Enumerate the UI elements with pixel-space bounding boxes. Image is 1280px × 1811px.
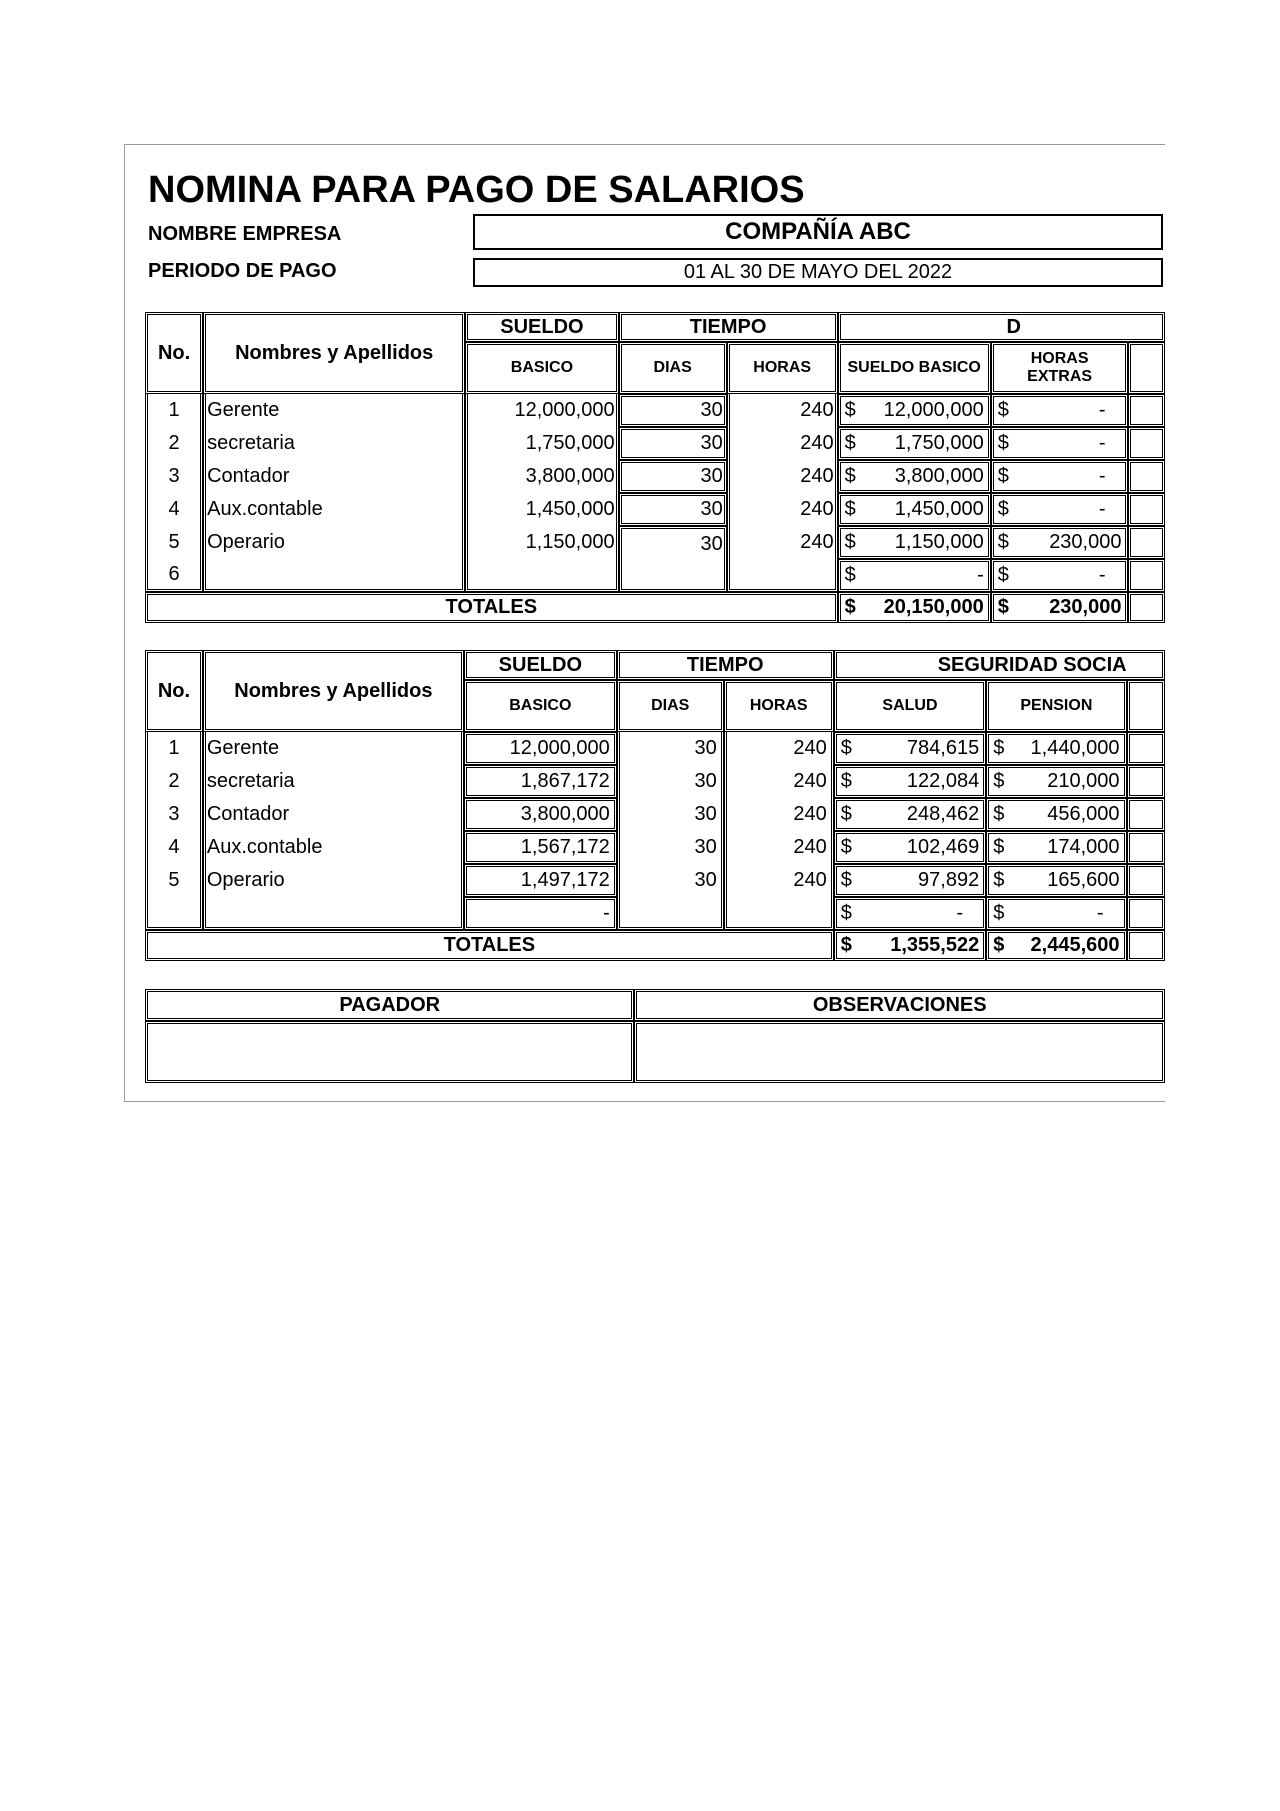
document-title: NOMINA PARA PAGO DE SALARIOS	[148, 169, 805, 211]
row-salud[interactable]	[834, 732, 987, 765]
row-name[interactable]: Aux.contable	[203, 831, 464, 864]
row-extra-cell	[1128, 427, 1165, 460]
amount: -	[1098, 399, 1106, 421]
amount: 456,000	[1047, 803, 1120, 825]
row-horas-extras[interactable]	[991, 526, 1129, 559]
row-extra-cell	[1127, 897, 1165, 930]
row-horas[interactable]: 240	[727, 526, 838, 559]
currency-symbol: $	[844, 465, 856, 487]
row-dias[interactable]: 30	[617, 732, 724, 765]
amount: 230,000	[1049, 531, 1122, 553]
sheet-viewport	[125, 145, 1165, 1101]
currency-symbol: $	[840, 770, 852, 792]
row-dias[interactable]: 30	[619, 427, 727, 460]
table-row	[145, 765, 1165, 798]
amount: 174,000	[1047, 836, 1120, 858]
currency-symbol: $	[844, 564, 856, 586]
currency-symbol: $	[997, 531, 1009, 553]
row-extra-cell	[1127, 864, 1165, 897]
amount: 1,355,522	[890, 934, 980, 956]
row-no: 1	[145, 394, 203, 427]
header-names: Nombres y Apellidos	[203, 650, 464, 732]
currency-symbol: $	[844, 498, 856, 520]
row-no: 3	[145, 460, 203, 493]
row-basico[interactable]: 1,150,000	[465, 526, 618, 559]
table-row	[145, 897, 1165, 930]
row-pension[interactable]	[986, 732, 1126, 765]
row-pension[interactable]	[986, 765, 1126, 798]
row-name[interactable]: secretaria	[203, 427, 465, 460]
row-pension[interactable]	[986, 798, 1126, 831]
total-extra-cell	[1128, 592, 1165, 623]
currency-symbol: $	[844, 531, 856, 553]
row-name[interactable]: Contador	[203, 460, 465, 493]
row-horas-extras[interactable]	[991, 559, 1129, 592]
amount: 230,000	[1049, 596, 1122, 618]
row-basico[interactable]: -	[464, 897, 617, 930]
header-horas: HORAS	[724, 680, 834, 732]
amount: -	[1098, 432, 1106, 454]
payroll-earnings-table	[145, 312, 1165, 623]
row-sueldo-basico[interactable]	[838, 394, 991, 427]
currency-symbol: $	[993, 934, 1005, 956]
row-basico[interactable]: 1,450,000	[465, 493, 618, 526]
row-horas[interactable]	[727, 559, 838, 592]
amount: 20,150,000	[883, 596, 984, 618]
row-horas[interactable]: 240	[724, 765, 834, 798]
currency-symbol: $	[840, 836, 852, 858]
row-horas[interactable]	[724, 897, 834, 930]
row-pension[interactable]	[986, 864, 1126, 897]
row-extra-cell	[1128, 394, 1165, 427]
row-extra-cell	[1127, 765, 1165, 798]
table-row	[145, 493, 1165, 526]
row-no	[145, 897, 203, 930]
row-extra-cell	[1128, 493, 1165, 526]
header-horas-extras: HORAS EXTRAS	[991, 342, 1129, 394]
amount: 102,469	[906, 836, 980, 858]
header-basico: BASICO	[465, 342, 618, 394]
row-horas[interactable]: 240	[724, 864, 834, 897]
row-name[interactable]	[203, 559, 465, 592]
row-horas[interactable]: 240	[727, 460, 838, 493]
amount: -	[977, 564, 984, 586]
amount: 210,000	[1047, 770, 1120, 792]
row-extra-cell	[1128, 559, 1165, 592]
row-no: 1	[145, 732, 203, 765]
table-row	[145, 732, 1165, 765]
row-basico[interactable]: 1,750,000	[465, 427, 618, 460]
row-dias[interactable]: 30	[619, 493, 727, 526]
amount: 248,462	[906, 803, 980, 825]
currency-symbol: $	[840, 934, 852, 956]
payroll-deductions-table	[145, 650, 1165, 961]
row-horas-extras[interactable]	[991, 493, 1129, 526]
table-row	[145, 427, 1165, 460]
amount: 12,000,000	[883, 399, 984, 421]
currency-symbol: $	[997, 564, 1009, 586]
amount: -	[956, 902, 964, 924]
currency-symbol: $	[997, 399, 1009, 421]
row-extra-cell	[1127, 798, 1165, 831]
row-dias[interactable]	[617, 897, 724, 930]
amount: -	[1098, 498, 1106, 520]
header-seguridad-social: SEGURIDAD SOCIA	[834, 650, 1165, 680]
table-row	[145, 559, 1165, 592]
row-extra-cell	[1127, 732, 1165, 765]
amount: 122,084	[906, 770, 980, 792]
row-dias[interactable]: 30	[619, 460, 727, 493]
row-no: 2	[145, 427, 203, 460]
pay-period-cell[interactable]: 01 AL 30 DE MAYO DEL 2022	[473, 258, 1163, 287]
amount: -	[1096, 902, 1104, 924]
header-devengado-text: D	[1006, 315, 1021, 338]
total-extra-cell	[1127, 930, 1165, 961]
header-sueldo: SUELDO	[464, 650, 617, 680]
row-dias[interactable]: 30	[617, 765, 724, 798]
row-basico[interactable]	[465, 559, 618, 592]
totals-row	[145, 930, 1165, 961]
row-sueldo-basico[interactable]	[838, 460, 991, 493]
row-dias[interactable]: 30	[617, 831, 724, 864]
row-dias[interactable]: 30	[619, 394, 727, 427]
row-basico[interactable]: 1,497,172	[464, 864, 617, 897]
currency-symbol: $	[993, 803, 1005, 825]
row-salud[interactable]	[834, 897, 987, 930]
row-dias[interactable]: 30	[617, 864, 724, 897]
table-row	[145, 798, 1165, 831]
amount: 784,615	[906, 737, 980, 759]
company-label: NOMBRE EMPRESA	[148, 223, 342, 245]
currency-symbol: $	[840, 737, 852, 759]
row-name[interactable]: secretaria	[203, 765, 464, 798]
amount: 1,750,000	[894, 432, 984, 454]
row-dias[interactable]	[619, 559, 727, 592]
pagador-cell[interactable]	[145, 1021, 634, 1083]
header-sueldo-basico: SUELDO BASICO	[838, 342, 991, 394]
row-basico[interactable]: 3,800,000	[464, 798, 617, 831]
row-name[interactable]: Gerente	[203, 732, 464, 765]
total-horas-extras	[991, 592, 1129, 623]
row-basico[interactable]: 3,800,000	[465, 460, 618, 493]
row-pension[interactable]	[986, 831, 1126, 864]
currency-symbol: $	[997, 498, 1009, 520]
row-name[interactable]: Operario	[203, 864, 464, 897]
currency-symbol: $	[997, 465, 1009, 487]
totals-label: TOTALES	[145, 592, 838, 623]
table-row	[145, 460, 1165, 493]
row-horas-extras[interactable]	[991, 460, 1129, 493]
row-name[interactable]	[203, 897, 464, 930]
currency-symbol: $	[997, 596, 1009, 618]
total-pension	[986, 930, 1126, 961]
currency-symbol: $	[993, 902, 1005, 924]
currency-symbol: $	[840, 869, 852, 891]
row-horas[interactable]: 240	[727, 427, 838, 460]
row-no: 4	[145, 493, 203, 526]
row-horas-extras[interactable]	[991, 394, 1129, 427]
currency-symbol: $	[993, 869, 1005, 891]
header-extra-cell	[1127, 680, 1165, 732]
row-name[interactable]: Contador	[203, 798, 464, 831]
amount: 165,600	[1047, 869, 1120, 891]
header-salud: SALUD	[834, 680, 987, 732]
amount: 3,800,000	[894, 465, 984, 487]
totals-label: TOTALES	[145, 930, 834, 961]
currency-symbol: $	[844, 399, 856, 421]
table-row	[145, 831, 1165, 864]
currency-symbol: $	[840, 902, 852, 924]
row-horas[interactable]: 240	[724, 798, 834, 831]
row-horas-extras[interactable]	[991, 427, 1129, 460]
row-basico[interactable]: 1,867,172	[464, 765, 617, 798]
total-sueldo-basico	[838, 592, 991, 623]
header-no: No.	[145, 650, 203, 732]
row-pension[interactable]	[986, 897, 1126, 930]
pay-period-label: PERIODO DE PAGO	[148, 260, 337, 282]
amount: 2,445,600	[1030, 934, 1120, 956]
row-sueldo-basico[interactable]	[838, 493, 991, 526]
header-observaciones: OBSERVACIONES	[634, 989, 1165, 1021]
table-row	[145, 394, 1165, 427]
amount: 97,892	[918, 869, 980, 891]
totals-row	[145, 592, 1165, 623]
amount: -	[1098, 465, 1106, 487]
header-sueldo: SUELDO	[465, 312, 618, 342]
row-basico[interactable]: 1,567,172	[464, 831, 617, 864]
row-horas[interactable]: 240	[724, 732, 834, 765]
header-pagador: PAGADOR	[145, 989, 634, 1021]
header-horas: HORAS	[727, 342, 838, 394]
row-basico[interactable]: 12,000,000	[464, 732, 617, 765]
row-horas[interactable]: 240	[727, 394, 838, 427]
amount: 1,450,000	[894, 498, 984, 520]
header-dias: DIAS	[617, 680, 724, 732]
row-sueldo-basico[interactable]	[838, 559, 991, 592]
header-dias: DIAS	[619, 342, 727, 394]
row-no: 2	[145, 765, 203, 798]
header-extra-cell	[1128, 342, 1165, 394]
header-pension: PENSION	[986, 680, 1126, 732]
header-tiempo: TIEMPO	[619, 312, 838, 342]
currency-symbol: $	[844, 596, 856, 618]
row-name[interactable]: Aux.contable	[203, 493, 465, 526]
row-basico[interactable]: 12,000,000	[465, 394, 618, 427]
payroll-sheet	[124, 144, 1165, 1102]
row-salud[interactable]	[834, 798, 987, 831]
currency-symbol: $	[993, 836, 1005, 858]
header-no: No.	[145, 312, 203, 394]
row-salud[interactable]	[834, 864, 987, 897]
currency-symbol: $	[993, 770, 1005, 792]
row-extra-cell	[1128, 460, 1165, 493]
header-tiempo: TIEMPO	[617, 650, 834, 680]
row-horas[interactable]: 240	[727, 493, 838, 526]
header-names: Nombres y Apellidos	[203, 312, 465, 394]
row-name[interactable]: Gerente	[203, 394, 465, 427]
currency-symbol: $	[997, 432, 1009, 454]
row-horas[interactable]: 240	[724, 831, 834, 864]
amount: 1,150,000	[894, 531, 984, 553]
row-extra-cell	[1127, 831, 1165, 864]
currency-symbol: $	[844, 432, 856, 454]
amount: 1,440,000	[1030, 737, 1120, 759]
row-no: 5	[145, 864, 203, 897]
row-extra-cell	[1128, 526, 1165, 559]
signature-table	[145, 989, 1165, 1083]
company-name-cell[interactable]: COMPAÑÍA ABC	[473, 214, 1163, 250]
header-basico: BASICO	[464, 680, 617, 732]
row-salud[interactable]	[834, 831, 987, 864]
table-row	[145, 864, 1165, 897]
row-sueldo-basico[interactable]	[838, 427, 991, 460]
currency-symbol: $	[993, 737, 1005, 759]
total-salud	[834, 930, 987, 961]
amount: -	[1098, 564, 1106, 586]
row-salud[interactable]	[834, 765, 987, 798]
row-no: 6	[145, 559, 203, 592]
observaciones-cell[interactable]	[634, 1021, 1165, 1083]
table-row	[145, 526, 1165, 559]
row-dias[interactable]: 30	[617, 798, 724, 831]
row-no: 5	[145, 526, 203, 559]
row-no: 4	[145, 831, 203, 864]
currency-symbol: $	[840, 803, 852, 825]
row-sueldo-basico[interactable]	[838, 526, 991, 559]
row-dias[interactable]: 30	[619, 526, 727, 559]
row-no: 3	[145, 798, 203, 831]
row-name[interactable]: Operario	[203, 526, 465, 559]
header-devengado	[838, 312, 1165, 342]
